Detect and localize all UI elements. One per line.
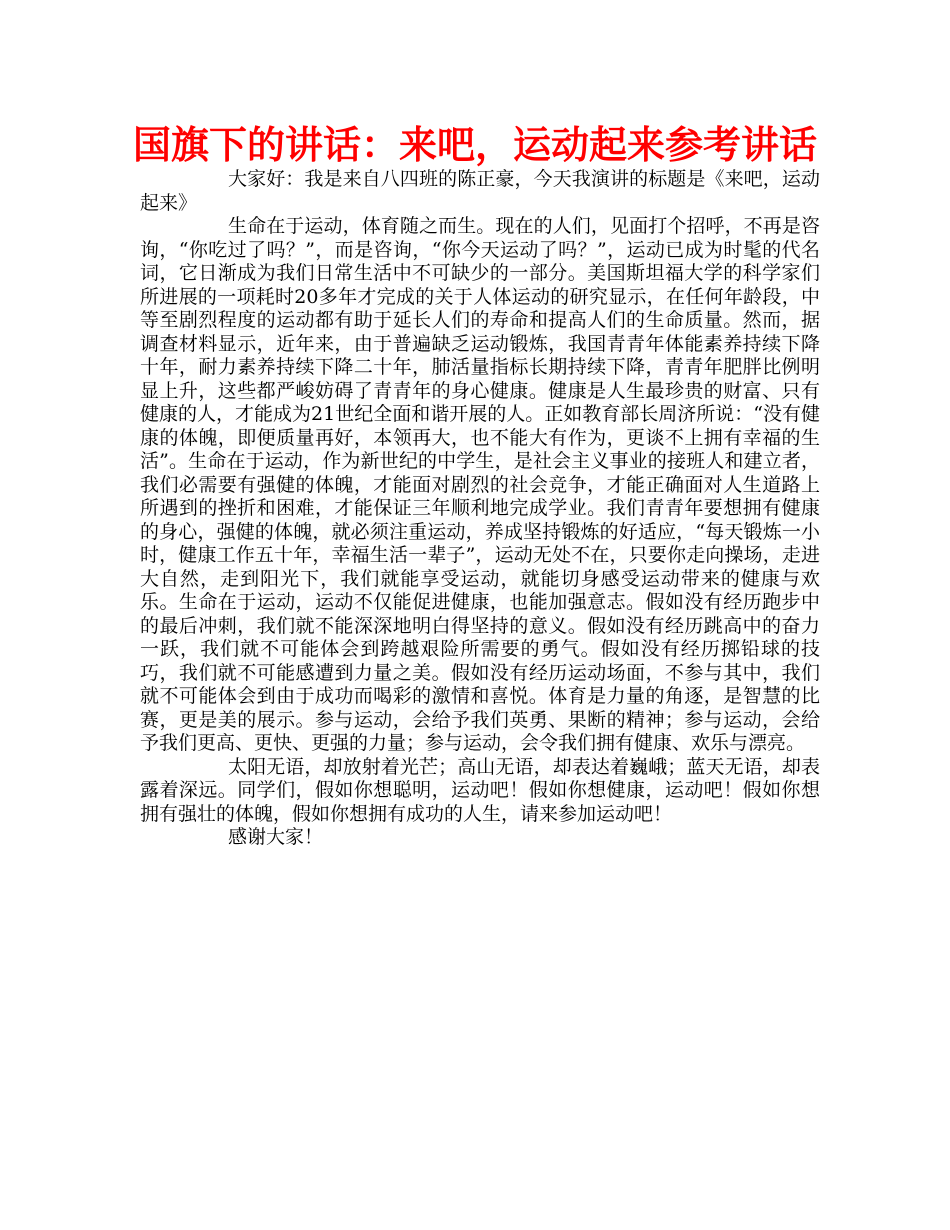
paragraph-main: 生命在于运动，体育随之而生。现在的人们，见面打个招呼，不再是咨询，“你吃过了吗？”，而是咨询，“你今天运动了吗？”，运动已成为时髦的代名词，它日渐成为我们日常生活中不可缺少的一部分。美国斯坦福大学的科学家们所进展的一项耗时20多年才完成的关于人体运动的研究显示，在任何年龄段，中等至剧烈程度的运动都有助于延长人们的寿命和提高人们的生命质量。然而，据调查材料显示，近年来，由于普遍缺乏运动锻炼，我国青青年体能素养持续下降十年，耐力素养持续下降二十年，肺活量指标长期持续下降，青青年肥胖比例明显上升，这些都严峻妨碍了青青年的身心健康。健康是人生最珍贵的财富、只有健康的人，才能成为21世纪全面和谐开展的人。正如教育部长周济所说：“没有健康的体魄，即便质量再好，本领再大，也不能大有作为，更谈不上拥有幸福的生活”。生命在于运动，作为新世纪的中学生，是社会主义事业的接班人和建立者，我们必需要有强健的体魄，才能面对剧烈的社会竞争，才能正确面对人生道路上所遇到的挫折和困难，才能保证三年顺利地完成学业。我们青青年要想拥有健康的身心，强健的体魄，就必须注重运动，养成坚持锻炼的好适应，“每天锻炼一小时，健康工作五十年，幸福生活一辈子”，运动无处不在，只要你走向操场，走进大自然，走到阳光下，我们就能享受运动，就能切身感受运动带来的健康与欢乐。生命在于运动，运动不仅能促进健康，也能加强意志。假如没有经历跑步中的最后冲刺，我们就不能深深地明白得坚持的意义。假如没有经历跳高中的奋力一跃，我们就不可能体会到跨越艰险所需要的勇气。假如没有经历掷铅球的技巧，我们就不可能感遭到力量之美。假如没有经历运动场面，不参与其中，我们就不可能体会到由于成功而喝彩的激情和喜悦。体育是力量的角逐，是智慧的比赛，更是美的展示。参与运动，会给予我们英勇、果断的精神；参与运动，会给予我们更高、更快、更强的力量；参与运动，会令我们拥有健康、欢乐与漂亮。: [140, 215, 820, 754]
paragraph-thanks: 感谢大家！: [228, 826, 324, 848]
document-title: 国旗下的讲话：来吧，运动起来参考讲话: [132, 123, 817, 167]
paragraph-greeting: 大家好：我是来自八四班的陈正豪，今天我演讲的标题是《来吧，运动起来》: [140, 168, 820, 214]
document-body: [140, 168, 820, 850]
paragraph-closing: 太阳无语，却放射着光芒；高山无语，却表达着巍峨；蓝天无语，却表露着深远。同学们，假如你想聪明，运动吧！假如你想健康，运动吧！假如你想拥有强壮的体魄，假如你想拥有成功的人生，请来参加运动吧！: [140, 755, 820, 825]
